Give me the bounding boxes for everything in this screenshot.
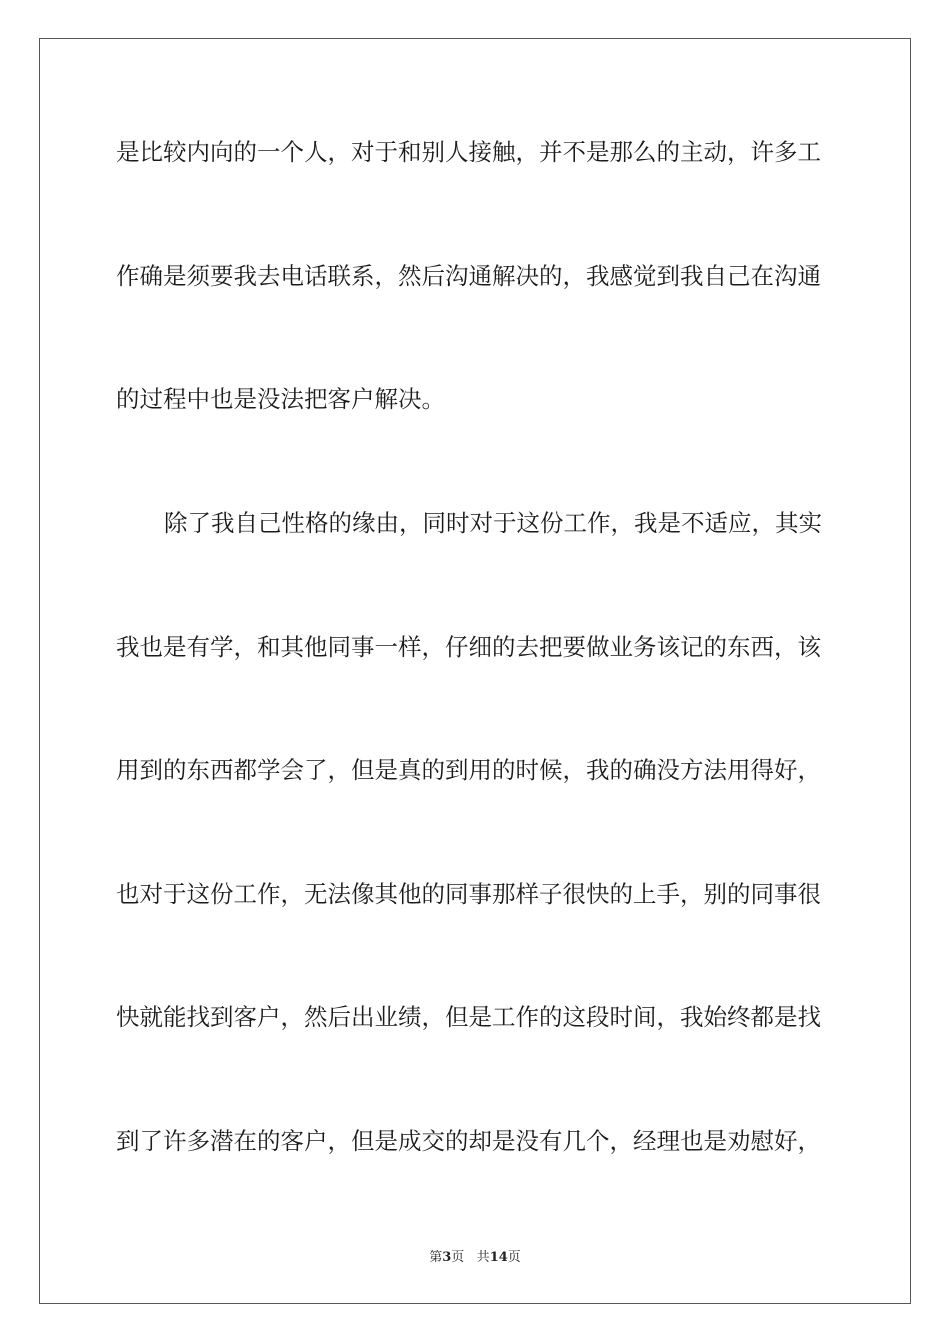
body-text-line: 的过程中也是没法把客户解决。	[116, 385, 445, 413]
total-suffix: 页	[507, 1250, 521, 1265]
page-number: 3	[442, 1250, 452, 1265]
body-text-line: 也对于这份工作，无法像其他的同事那样子很快的上手，别的同事很	[116, 880, 821, 908]
body-text-line: 用到的东西都学会了，但是真的到用的时候，我的确没方法用得好，	[116, 756, 821, 784]
body-text-line: 我也是有学，和其他同事一样，仔细的去把要做业务该记的东西，该	[116, 633, 821, 661]
total-pages: 14	[489, 1250, 508, 1265]
body-text-line: 到了许多潜在的客户，但是成交的却是没有几个，经理也是劝慰好，	[116, 1127, 821, 1155]
total-prefix: 共	[476, 1250, 490, 1265]
body-text-line: 是比较内向的一个人，对于和别人接触，并不是那么的主动，许多工	[116, 138, 821, 166]
page-footer	[0, 1246, 950, 1265]
page-suffix: 页	[451, 1250, 465, 1265]
body-text-line: 作确是须要我去电话联系，然后沟通解决的，我感觉到我自己在沟通	[116, 262, 821, 290]
page-border	[39, 38, 911, 1304]
body-text-line: 快就能找到客户，然后出业绩，但是工作的这段时间，我始终都是找	[116, 1003, 821, 1031]
paragraph-first-line: 除了我自己性格的缘由，同时对于这份工作，我是不适应，其实	[164, 509, 822, 537]
page-prefix: 第	[429, 1250, 443, 1265]
